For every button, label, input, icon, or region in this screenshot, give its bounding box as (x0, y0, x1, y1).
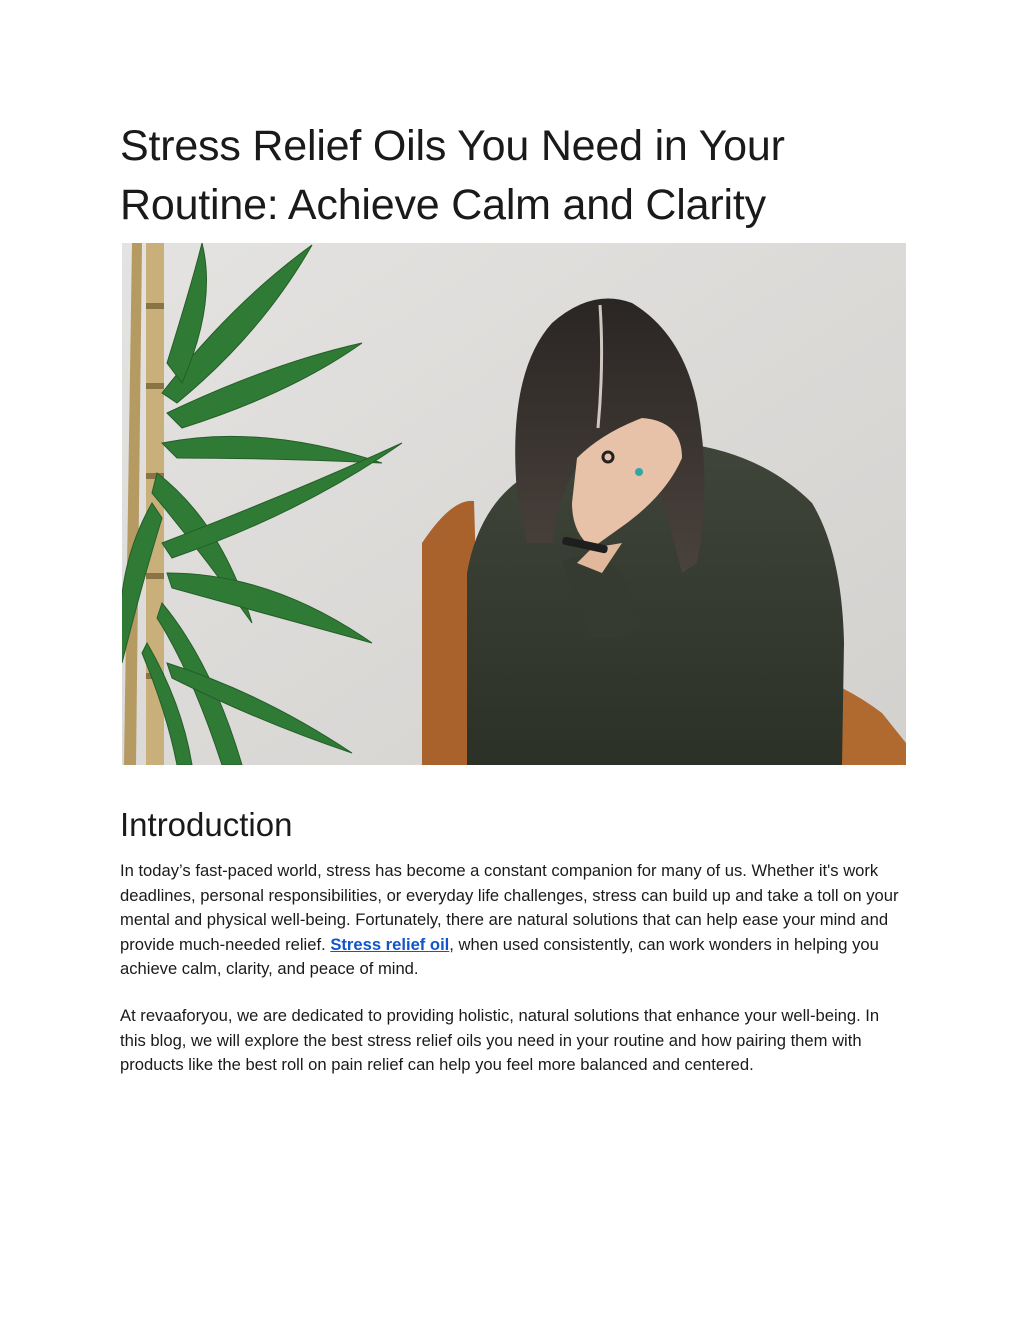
paragraph-text: , when used consistently, can work wonders in helping you achieve calm, clarity, and peace of mind. (120, 934, 879, 978)
introduction-heading: Introduction (120, 806, 293, 843)
introduction-paragraph-2: At revaaforyou, we are dedicated to providing holistic, natural solutions that enhance your well-being. In this blog, we will explore the best stress relief oils you need in your routine and how pairing them with products like the best roll on pain relief can help you feel more balanced and centered. (120, 1006, 880, 1074)
document-title: Stress Relief Oils You Need in Your Routine: Achieve Calm and Clarity (120, 122, 785, 229)
hero-illustration (122, 243, 906, 765)
introduction-paragraph-1 (120, 859, 906, 982)
stress-relief-oil-link[interactable]: Stress relief oil (330, 934, 450, 954)
paragraph-text: In today’s fast-paced world, stress has become a constant companion for many of us. Whether it's work deadlines, personal responsibilities, or everyday life challenges, stress can build up and take a toll on your mental and physical well-being. Fortunately, there are natural solutions that can help ease your mind and provide much-needed relief. (120, 861, 899, 954)
hero-image (122, 243, 906, 765)
